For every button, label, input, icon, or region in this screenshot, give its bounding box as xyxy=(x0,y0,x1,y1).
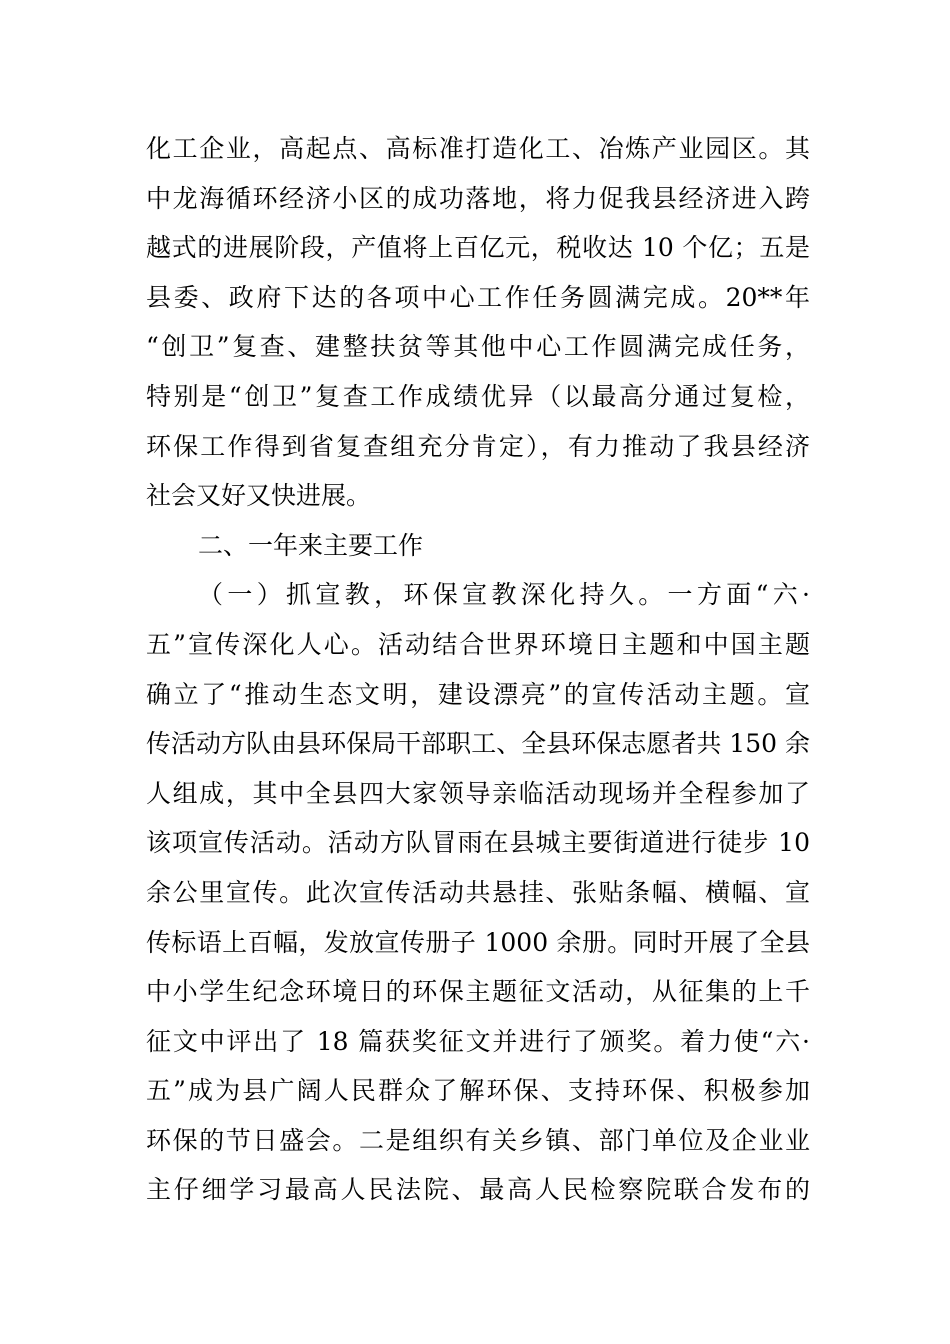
text-line: 中小学生纪念环境日的环保主题征文活动，从征集的上千 xyxy=(146,977,810,1007)
text-line: （一）抓宣教，环保宣教深化持久。一方面“六· xyxy=(198,580,810,610)
text-line: 传活动方队由县环保局干部职工、全县环保志愿者共 150 余 xyxy=(146,729,810,759)
text-line: “创卫”复查、建整扶贫等其他中心工作圆满完成任务， xyxy=(146,332,810,362)
document-body xyxy=(146,124,810,1215)
text-line: 社会又好又快进展。 xyxy=(146,481,372,511)
text-line: 化工企业，高起点、高标准打造化工、冶炼产业园区。其 xyxy=(146,134,810,163)
text-line: 特别是“创卫”复查工作成绩优异（以最高分通过复检， xyxy=(146,381,810,411)
text-line: 征文中评出了 18 篇获奖征文并进行了颁奖。着力使“六· xyxy=(146,1026,810,1056)
text-line: 余公里宣传。此次宣传活动共悬挂、张贴条幅、横幅、宣 xyxy=(146,877,810,907)
text-line: 环保的节日盛会。二是组织有关乡镇、部门单位及企业业 xyxy=(146,1125,810,1155)
text-line: 五”宣传深化人心。活动结合世界环境日主题和中国主题 xyxy=(146,629,810,659)
section-heading: 二、一年来主要工作 xyxy=(198,530,424,560)
text-line: 主仔细学习最高人民法院、最高人民检察院联合发布的 xyxy=(146,1175,810,1205)
text-line: 环保工作得到省复查组充分肯定），有力推动了我县经济 xyxy=(146,431,810,461)
text-line: 传标语上百幅，发放宣传册子 1000 余册。同时开展了全县 xyxy=(146,927,810,957)
text-line: 确立了“推动生态文明，建设漂亮”的宣传活动主题。宣 xyxy=(146,679,810,709)
text-line: 人组成，其中全县四大家领导亲临活动现场并全程参加了 xyxy=(146,778,810,808)
text-line: 中龙海循环经济小区的成功落地，将力促我县经济进入跨 xyxy=(146,183,810,213)
text-line: 县委、政府下达的各项中心工作任务圆满完成。20**年 xyxy=(146,282,810,312)
text-line: 越式的进展阶段，产值将上百亿元，税收达 10 个亿；五是 xyxy=(146,233,810,263)
text-line: 该项宣传活动。活动方队冒雨在县城主要街道进行徒步 10 xyxy=(146,828,810,858)
text-line: 五”成为县广阔人民群众了解环保、支持环保、积极参加 xyxy=(146,1076,810,1106)
